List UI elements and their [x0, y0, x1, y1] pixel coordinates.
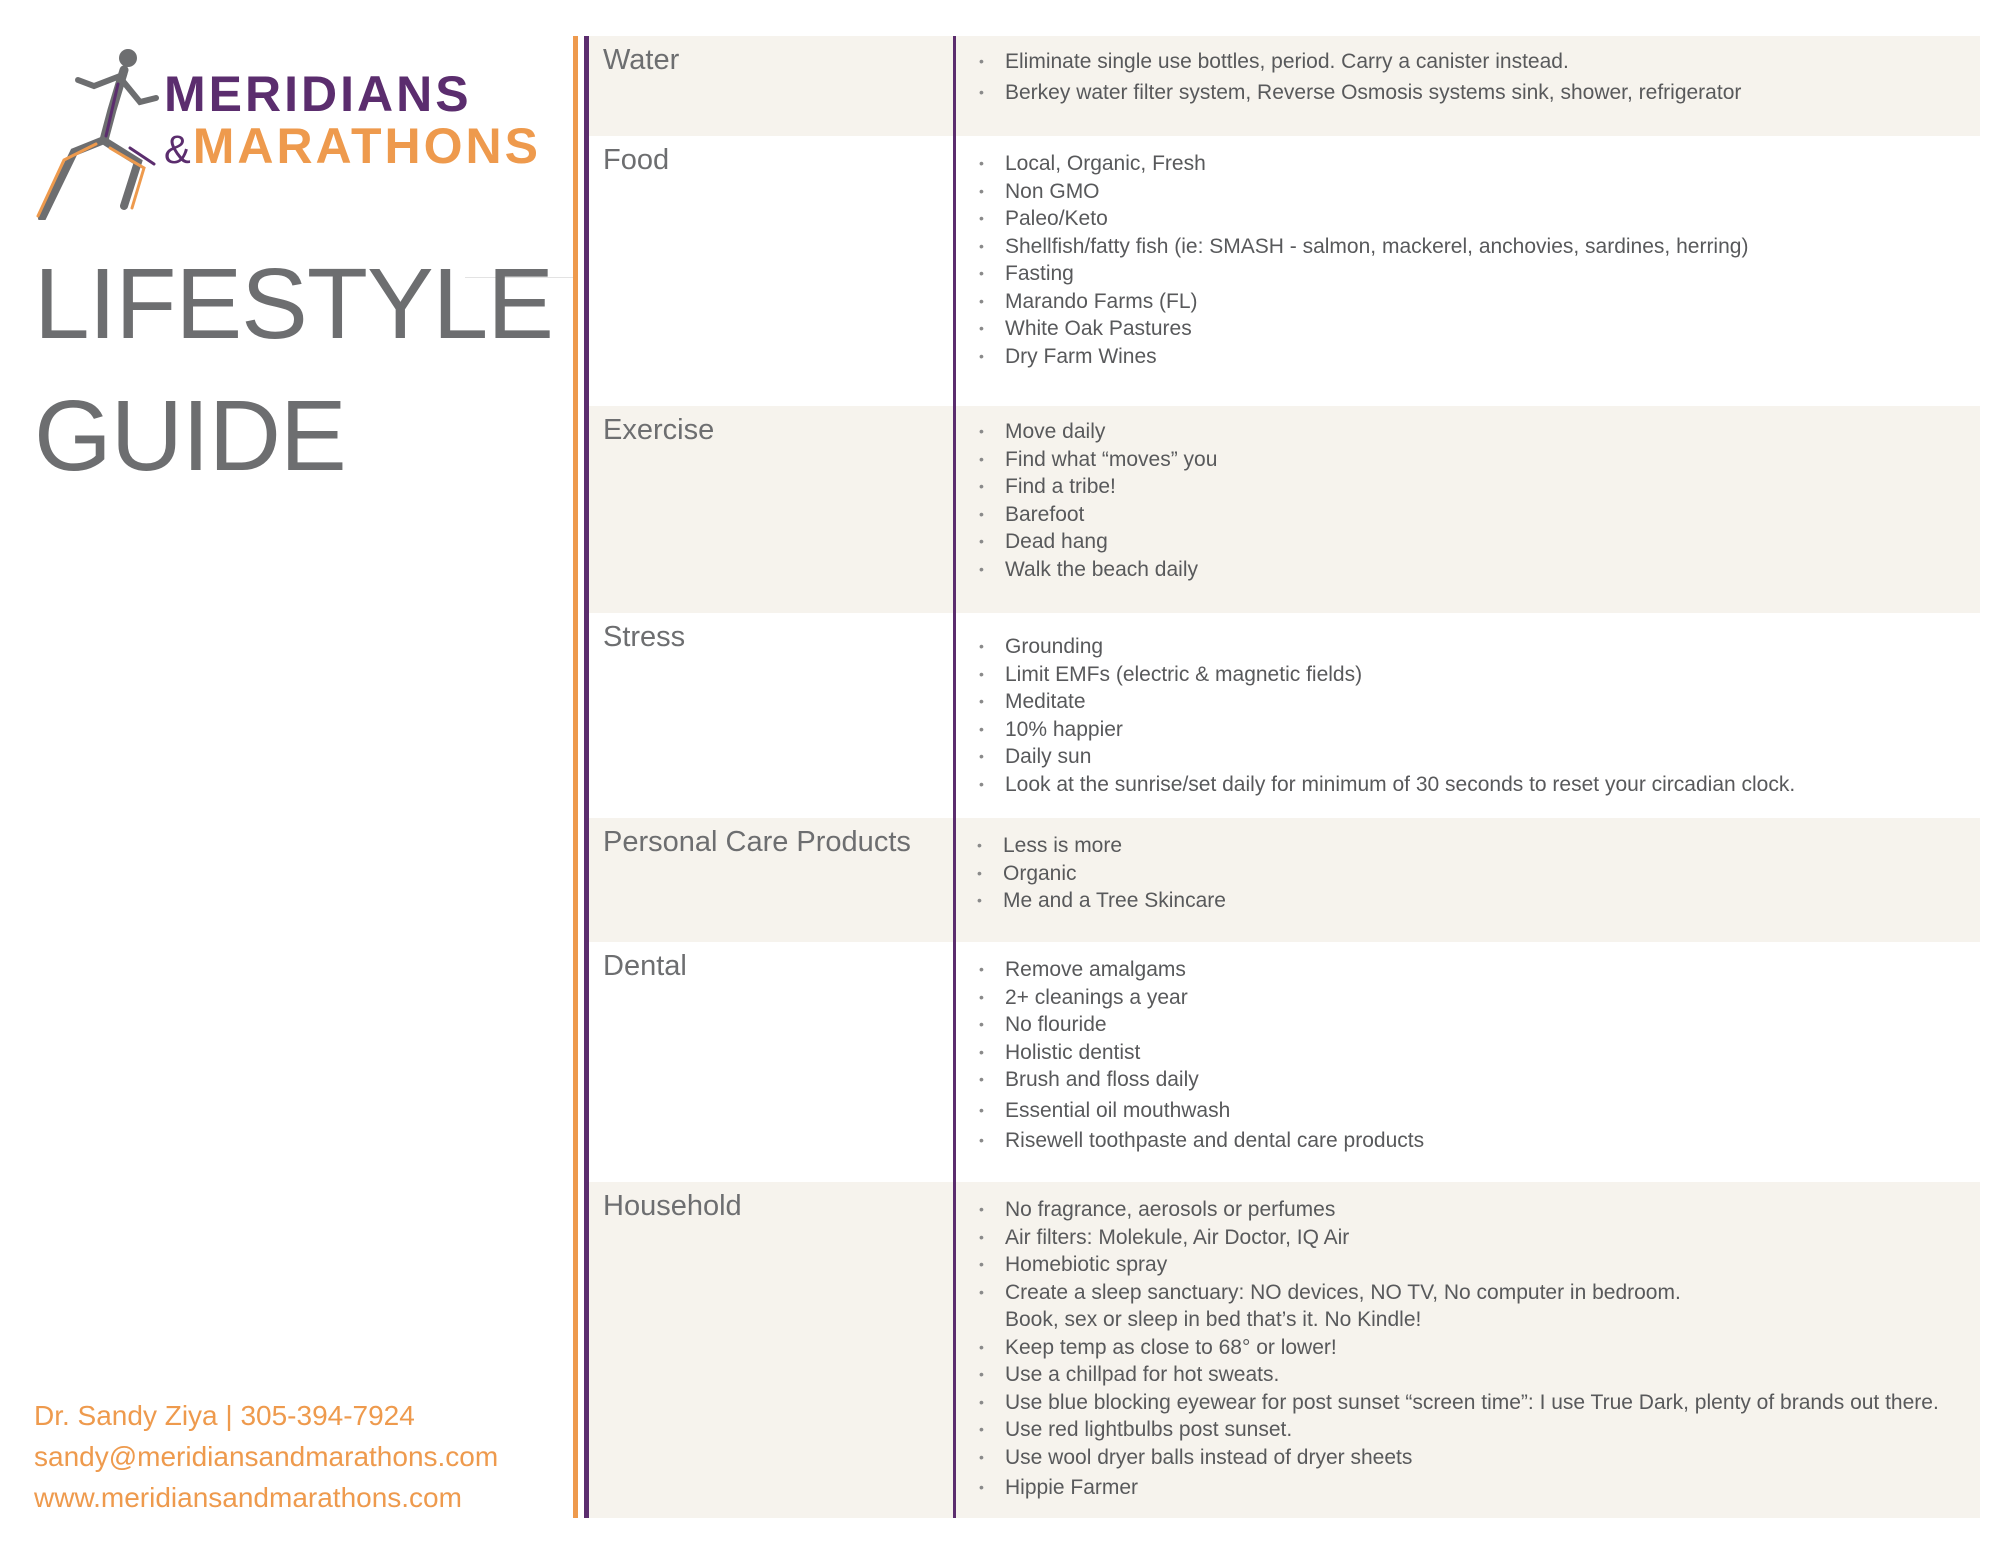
list-item: • Berkey water filter system, Reverse Osmosis systems sink, shower, refrigerator	[979, 79, 1741, 107]
accent-line-orange	[573, 36, 578, 1518]
list-item: • Keep temp as close to 68° or lower!	[979, 1334, 1939, 1362]
list-item: • Remove amalgams	[979, 956, 1424, 984]
section-items	[979, 1196, 1939, 1502]
list-item: • Use blue blocking eyewear for post sunset “screen time”: I use True Dark, plenty of brands out there.	[979, 1389, 1939, 1417]
section-items	[979, 956, 1424, 1155]
list-item: • Eliminate single use bottles, period. Carry a canister instead.	[979, 48, 1741, 76]
list-item: • Find a tribe!	[979, 473, 1217, 501]
list-item: • Brush and floss daily	[979, 1066, 1424, 1094]
section-personal-care	[589, 818, 1980, 942]
list-item: • Look at the sunrise/set daily for minimum of 30 seconds to reset your circadian clock.	[979, 771, 1795, 799]
brand-ampersand: &	[164, 128, 191, 172]
list-item: • Holistic dentist	[979, 1039, 1424, 1067]
section-items	[979, 418, 1217, 583]
list-item: • Dead hang	[979, 528, 1217, 556]
list-item: • Local, Organic, Fresh	[979, 150, 1748, 178]
list-item: • Daily sun	[979, 743, 1795, 771]
section-title: Stress	[603, 621, 686, 653]
contact-email[interactable]: sandy@meridiansandmarathons.com	[34, 1441, 499, 1472]
list-item: • Hippie Farmer	[979, 1474, 1939, 1502]
list-item: • Air filters: Molekule, Air Doctor, IQ Air	[979, 1224, 1939, 1252]
list-item: • Paleo/Keto	[979, 205, 1748, 233]
list-item: • Create a sleep sanctuary: NO devices, NO TV, No computer in bedroom. Book, sex or sleep in bed that’s it. No Kindle!	[979, 1279, 1939, 1334]
section-items	[979, 633, 1795, 798]
section-title: Personal Care Products	[603, 826, 911, 858]
page-title	[34, 238, 553, 502]
runner-icon	[34, 40, 164, 220]
section-title: Water	[603, 44, 680, 76]
list-item: • No flouride	[979, 1011, 1424, 1039]
list-item: • Find what “moves” you	[979, 446, 1217, 474]
section-items	[977, 832, 1226, 915]
list-item: • Fasting	[979, 260, 1748, 288]
page-title-line-2: GUIDE	[34, 380, 346, 492]
list-item: • Grounding	[979, 633, 1795, 661]
list-item: • Me and a Tree Skincare	[977, 887, 1226, 915]
section-title: Dental	[603, 950, 687, 982]
list-item: • Move daily	[979, 418, 1217, 446]
list-item: • Barefoot	[979, 501, 1217, 529]
list-item: • Use red lightbulbs post sunset.	[979, 1416, 1939, 1444]
section-food	[589, 136, 1980, 406]
section-title: Exercise	[603, 414, 715, 446]
section-dental	[589, 942, 1980, 1182]
list-item: • Homebiotic spray	[979, 1251, 1939, 1279]
list-item: • 10% happier	[979, 716, 1795, 744]
brand-line-2-text: MARATHONS	[192, 118, 541, 174]
list-item: • Marando Farms (FL)	[979, 288, 1748, 316]
list-item: • Limit EMFs (electric & magnetic fields)	[979, 661, 1795, 689]
brand-logo	[34, 40, 554, 220]
list-item: • Dry Farm Wines	[979, 343, 1748, 371]
list-item: • Shellfish/fatty fish (ie: SMASH - salmon, mackerel, anchovies, sardines, herring)	[979, 233, 1748, 261]
brand-wordmark	[164, 68, 541, 176]
list-item: • 2+ cleanings a year	[979, 984, 1424, 1012]
lifestyle-table	[589, 36, 1980, 1518]
contact-info	[34, 1395, 498, 1518]
section-household	[589, 1182, 1980, 1518]
list-item: • Less is more	[977, 832, 1226, 860]
list-item: • Use a chillpad for hot sweats.	[979, 1361, 1939, 1389]
brand-line-2	[164, 120, 541, 176]
list-item: • Non GMO	[979, 178, 1748, 206]
brand-line-1: MERIDIANS	[164, 66, 472, 122]
list-item: • Essential oil mouthwash	[979, 1097, 1424, 1125]
list-item: • Organic	[977, 860, 1226, 888]
list-item: • Risewell toothpaste and dental care products	[979, 1127, 1424, 1155]
contact-name-phone: Dr. Sandy Ziya | 305-394-7924	[34, 1400, 415, 1431]
list-item: • Walk the beach daily	[979, 556, 1217, 584]
column-divider	[953, 36, 956, 1518]
list-item: • No fragrance, aerosols or perfumes	[979, 1196, 1939, 1224]
section-title: Food	[603, 144, 670, 176]
section-items	[979, 150, 1748, 370]
list-item: • Use wool dryer balls instead of dryer sheets	[979, 1444, 1939, 1472]
list-item: • Meditate	[979, 688, 1795, 716]
contact-website[interactable]: www.meridiansandmarathons.com	[34, 1482, 462, 1513]
section-title: Household	[603, 1190, 742, 1222]
section-items	[979, 48, 1741, 106]
section-water	[589, 36, 1980, 136]
page-title-line-1: LIFESTYLE	[34, 248, 553, 360]
section-stress	[589, 613, 1980, 818]
list-item: • White Oak Pastures	[979, 315, 1748, 343]
section-exercise	[589, 406, 1980, 613]
